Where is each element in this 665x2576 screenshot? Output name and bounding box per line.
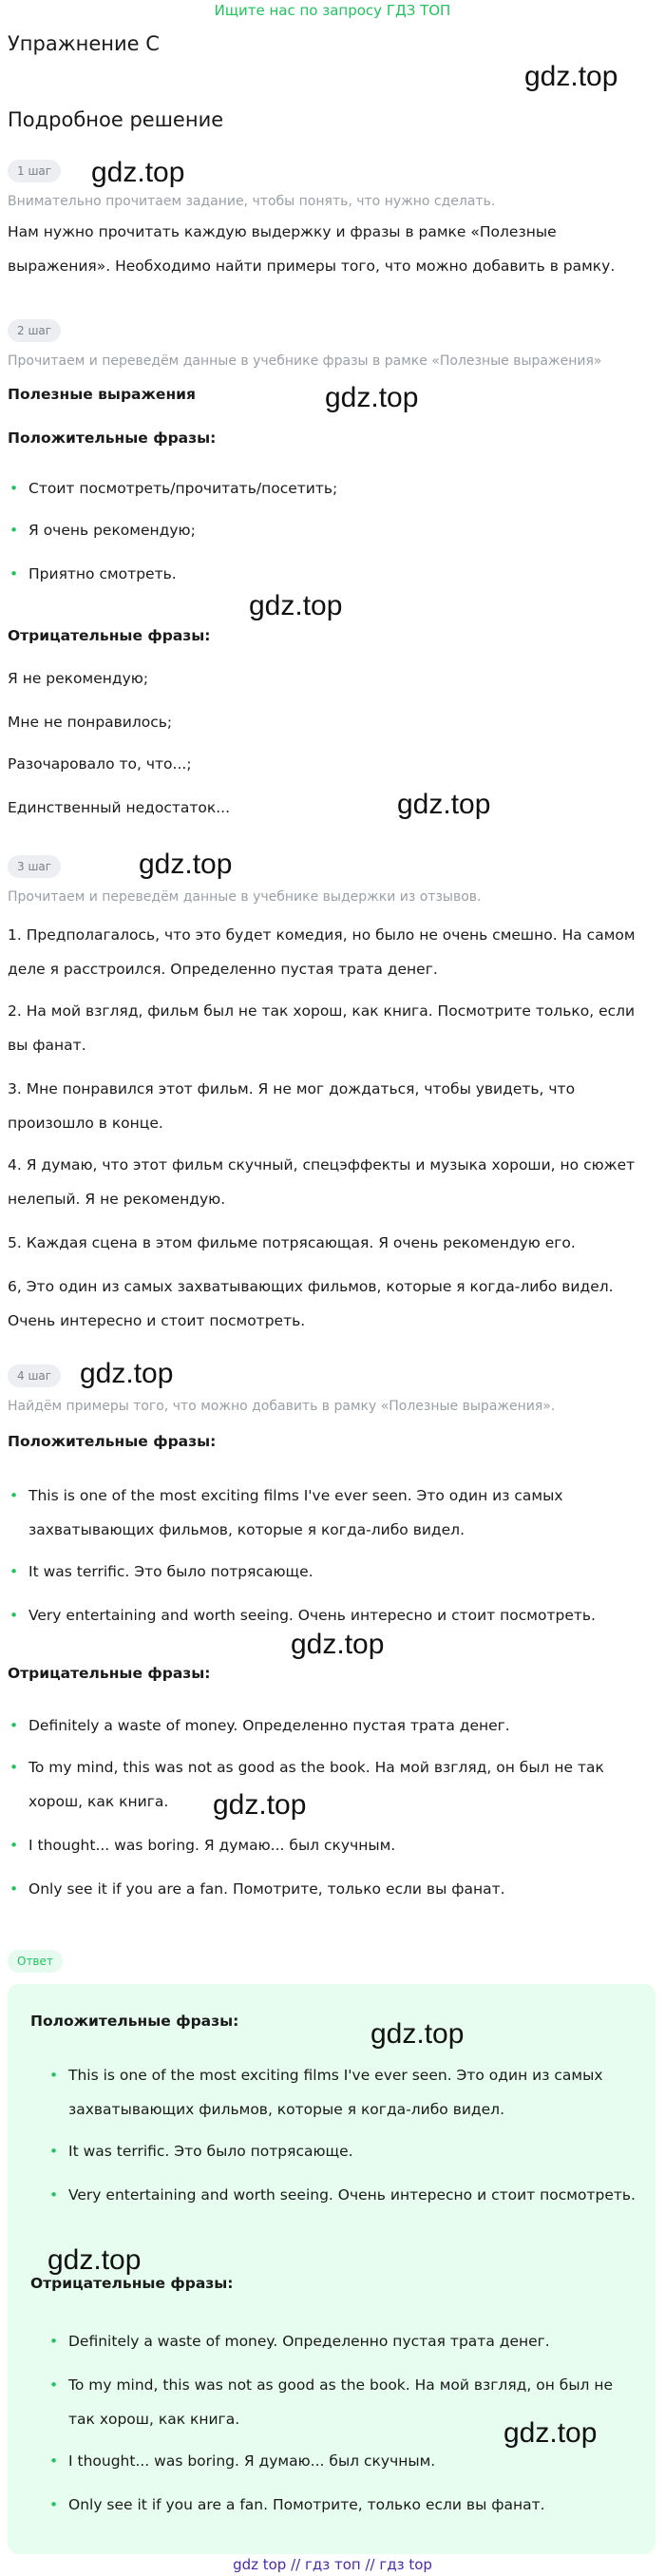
watermark: gdz.top [325, 382, 419, 413]
list-item: • I thought... was boring. Я думаю... был скучным. [10, 1837, 396, 1854]
list-item: 6, Это один из самых захватывающих фильмов, которые я когда-либо видел. Очень интересно и стоит посмотреть. [8, 1278, 614, 1329]
list-item: • This is one of the most exciting films I've ever seen. Это один из самых захватывающих фильмов, которые я когда-либо видел. [49, 2067, 603, 2118]
step-badge-4: 4 шаг [8, 1364, 61, 1387]
list-item: 1. Предполагалось, что это будет комедия, но было не очень смешно. На самом деле я расстроился. Определенно пустая трата денег. [8, 926, 636, 978]
watermark: gdz.top [213, 1789, 307, 1821]
search-banner[interactable]: Ищите нас по запросу ГДЗ ТОП [214, 2, 451, 19]
watermark: gdz.top [291, 1629, 385, 1660]
list-item: • I thought... was boring. Я думаю... был скучным. [49, 2452, 436, 2470]
list-item: • Приятно смотреть. [10, 565, 177, 582]
positive-phrases-title: Положительные фразы: [8, 429, 217, 447]
watermark: gdz.top [48, 2244, 142, 2276]
list-item: Я не рекомендую; [8, 670, 149, 687]
list-item: • Definitely a waste of money. Определенно пустая трата денег. [49, 2333, 550, 2350]
step-1-note: Внимательно прочитаем задание, чтобы понять, что нужно сделать. [8, 194, 496, 209]
list-item: • Я очень рекомендую; [10, 522, 196, 539]
watermark: gdz.top [524, 61, 618, 92]
list-item: • Only see it if you are a fan. Помотрите, только если вы фанат. [10, 1880, 505, 1898]
list-item: Единственный недостаток... [8, 799, 231, 816]
positive-phrases-title: Положительные фразы: [8, 1433, 217, 1450]
list-item: • This is one of the most exciting films I've ever seen. Это один из самых захватывающих фильмов, которые я когда-либо видел. [10, 1487, 563, 1538]
step-badge-3: 3 шаг [8, 855, 61, 878]
step-2-note: Прочитаем и переведём данные в учебнике фразы в рамке «Полезные выражения» [8, 353, 602, 369]
answer-badge: Ответ [8, 1950, 63, 1973]
watermark: gdz.top [139, 849, 233, 880]
list-item: • It was terrific. Это было потрясающе. [49, 2143, 353, 2160]
list-item: • Very entertaining and worth seeing. Очень интересно и стоит посмотреть. [10, 1607, 596, 1624]
list-item: • Definitely a waste of money. Определенно пустая трата денег. [10, 1717, 510, 1734]
negative-phrases-title: Отрицательные фразы: [8, 627, 211, 644]
step-badge-1: 1 шаг [8, 160, 61, 182]
list-item: 5. Каждая сцена в этом фильме потрясающая. Я очень рекомендую его. [8, 1234, 576, 1251]
step-4-note: Найдём примеры того, что можно добавить в рамку «Полезные выражения». [8, 1399, 556, 1414]
useful-expressions-title: Полезные выражения [8, 386, 196, 403]
watermark: gdz.top [504, 2417, 598, 2449]
negative-phrases-title: Отрицательные фразы: [30, 2275, 234, 2292]
list-item: • To my mind, this was not as good as the book. На мой взгляд, он был не так хорош, как книга. [49, 2376, 614, 2428]
list-item: Разочаровало то, что...; [8, 755, 192, 773]
footer-links[interactable]: gdz top // гдз топ // гдз top [233, 2556, 432, 2573]
watermark: gdz.top [370, 2018, 465, 2050]
list-item: 3. Мне понравился этот фильм. Я не мог дождаться, чтобы увидеть, что произошло в конце. [8, 1080, 576, 1132]
step-3-note: Прочитаем и переведём данные в учебнике выдержки из отзывов. [8, 889, 482, 905]
negative-phrases-title: Отрицательные фразы: [8, 1665, 211, 1682]
list-item: Мне не понравилось; [8, 714, 173, 731]
watermark: gdz.top [397, 789, 491, 820]
list-item: 2. На мой взгляд, фильм был не так хорош, как книга. Посмотрите только, если вы фанат. [8, 1002, 636, 1054]
list-item: 4. Я думаю, что этот фильм скучный, спецэффекты и музыка хороши, но сюжет нелепый. Я не рекомендую. [8, 1156, 636, 1208]
step-badge-2: 2 шаг [8, 319, 61, 342]
list-item: • To my mind, this was not as good as the book. На мой взгляд, он был не так хорош, как книга. [10, 1759, 604, 1810]
watermark: gdz.top [249, 590, 343, 621]
positive-phrases-title: Положительные фразы: [30, 2013, 239, 2030]
list-item: • Only see it if you are a fan. Помотрите, только если вы фанат. [49, 2496, 545, 2513]
solution-heading: Подробное решение [8, 108, 224, 131]
exercise-title: Упражнение C [8, 32, 160, 55]
list-item: • It was terrific. Это было потрясающе. [10, 1563, 314, 1580]
list-item: • Very entertaining and worth seeing. Очень интересно и стоит посмотреть. [49, 2186, 636, 2204]
watermark: gdz.top [80, 1358, 174, 1389]
watermark: gdz.top [91, 157, 185, 188]
step-1-text: Нам нужно прочитать каждую выдержку и фразы в рамке «Полезные выражения». Необходимо найти примеры того, что можно добавить в рамку. [8, 223, 616, 275]
list-item: • Стоит посмотреть/прочитать/посетить; [10, 480, 338, 497]
